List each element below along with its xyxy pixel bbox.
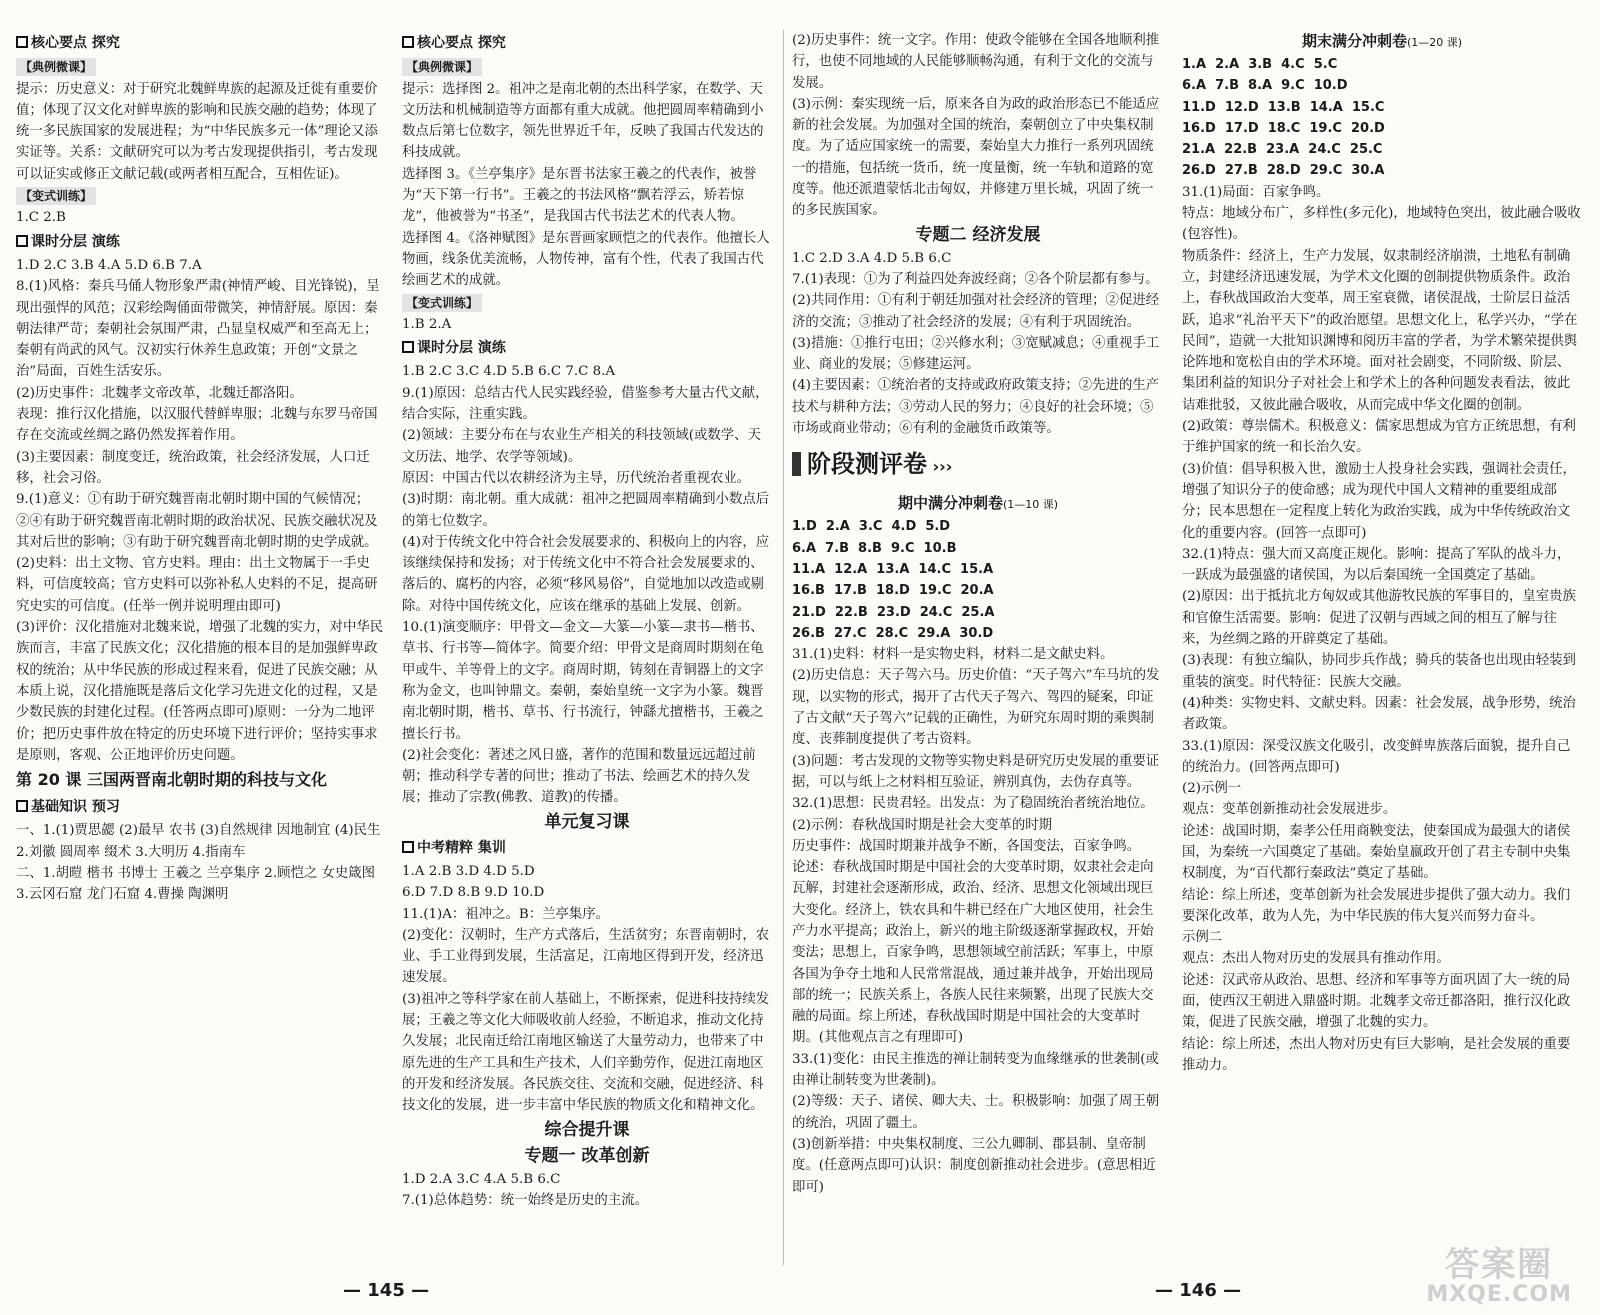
subsection-tag: 【典例微课】 [402,58,482,76]
answer-text: 9.(1)原因：总结古代人民实践经验，借鉴参考大量古代文献，结合实际，注重实践。 [402,385,769,423]
answer-text: 32.(1)特点：强大而又高度正规化。影响：提高了军队的战斗力，一跃成为最强盛的诸侯国，为以后秦国统一全国奠定了基础。 [1182,546,1571,584]
exam-range: (1—10 课) [1002,498,1059,512]
answer-text: (3)价值：倡导积极入世，激励士人投身社会实践，强调社会责任，增强了知识分子的使命感；成为现代中国人文精神的重要组成部分；民本思想在一定程度上转化为政治实践，成为中华传统政治文化的重要内容。(回答一点即可) [1182,461,1576,541]
subsection-tag: 【变式训练】 [402,294,482,312]
lesson-title: 第 20 课 三国两晋南北朝时期的科技与文化 [16,770,327,790]
watermark-url: MXQE.COM [1426,1282,1572,1307]
answer-text: 结论：综上所述，变革创新为社会发展进步提供了强大动力。我们要深化改革，敢为人先，为中华民族的伟大复兴而努力奋斗。 [1182,887,1571,924]
answer-row: 6.A 7.B 8.A 9.C 10.D [1182,78,1348,94]
answer-text: 特点：地域分布广，多样性(多元化)，地域特色突出，彼此融合吸收(包容性)。 [1182,206,1581,243]
answer-text: 32.(1)思想：民贵君轻。出发点：为了稳固统治者统治地位。 [792,796,1154,812]
exam-title [1182,30,1582,54]
answer-row: 16.D 17.D 18.C 19.C 20.D [1182,120,1385,136]
centered-heading: 单元复习课 [544,811,630,832]
answer-text: 物质条件：经济上，生产力发展，奴隶制经济崩溃，土地私有制确立，封建经济迅速发展，为学术文化圈的创制提供物质条件。政治上，春秋战国政治大变革，周王室衰微，诸侯混战，士阶层日益活跃，追求“礼治平天下”的政治愿望。思想文化上，私学兴办，“学在民间”，造就一大批知识渊博和阅历丰富的学者，为学术繁荣提供舆论阵地和宽松自由的学术环境。面对社会剧变，不同阶级、阶层、集团利益的知识分子对社会上和学术上的各种问题发表看法，彼此诘难批驳，又彼此融合吸收，从而完成中华文化圈的创制。 [1182,248,1578,413]
section-header [16,797,384,818]
answer-text: 历史事件：战国时期兼并战争不断，各国变法，百家争鸣。 [792,838,1141,854]
answer-text: 示例二 [1182,930,1223,946]
subsection-tag: 【典例微课】 [16,58,96,76]
answer-text: 1.D 2.C 3.B 4.A 5.D 6.B 7.A [16,257,202,273]
answer-text: 1.A 2.B 3.D 4.D 5.D [402,863,535,879]
subsection-tag: 【变式训练】 [16,187,96,205]
section-header-text: 基础知识 预习 [31,799,120,816]
section-header-text: 核心要点 探究 [31,35,120,51]
answer-text: (2)历史事件：北魏孝文帝改革，北魏迁都洛阳。 [16,385,303,401]
answer-row: 26.D 27.B 28.D 29.C 30.A [1182,163,1385,179]
answer-text: 33.(1)原因：深受汉族文化吸引，改变鲜卑族落后面貌，提升自己的统治力。(回答两点即可) [1182,738,1571,775]
answer-text: 论述：春秋战国时期是中国社会的大变革时期，奴隶社会走向瓦解，封建社会逐渐形成，政治、经济、思想文化领域出现巨大变化。经济上，铁农具和牛耕已经在广大地区使用，社会生产力水平提高；政治上，新兴的地主阶级逐渐掌握政权，开始变法；思想上，百家争鸣，思想领域空前活跃；军事上，中原各国为争夺土地和人民常常混战，通过兼并战争，开始出现局部的统一；民族关系上，各族人民往来频繁，出现了民族大交融的局面。综上所述，春秋战国时期是中国社会的大变革时期。(其他观点言之有理即可) [792,860,1154,1046]
section-header [402,838,772,859]
centered-heading: 专题一 改革创新 [524,1145,650,1166]
answer-text: (2)原因：出于抵抗北方匈奴或其他游牧民族的军事目的，皇室贵族和官僚生活需要。影响：促进了汉朝与西域之间的相互了解与往来，为丝绸之路的开辟奠定了基础。 [1182,589,1576,648]
answer-row: 1.D 2.A 3.C 4.D 5.D [792,519,951,535]
answer-text: (3)措施：①推行屯田；②兴修水利；③宽赋减息；④重视手工业、商业的发展；⑤修建运河。 [792,335,1160,373]
checkbox-icon [16,800,28,812]
answer-text: 8.(1)风格：秦兵马俑人物形象严肃(神情严峻、目光锋锐)，呈现出强悍的风范；汉彩绘陶俑面带微笑，神情舒展。原因：秦朝法律严苛；秦朝社会氛围严肃，凸显皇权威严和至高无上；秦朝有尚武的风气。汉初实行休养生息政策；开创“文景之治”局面，百姓生活安乐。 [16,279,380,380]
section-header-text: 课时分层 演练 [31,233,120,250]
stage-test-title: 阶段测评卷 [807,450,927,479]
answer-text: (2)示例一 [1182,781,1242,797]
answer-text: 一、1.(1)贾思勰 (2)最早 农书 (3)自然规律 因地制宜 (4)民生 2.刘徽 圆周率 缀术 3.大明历 4.指南车 [16,823,381,860]
answer-text: 9.(1)意义：①有助于研究魏晋南北朝时期中国的气候情况；②④有助于研究魏晋南北朝时期的政治状况、民族交融状况及其对后世的影响；③有助于研究魏晋南北朝时期的史学成就。 [16,492,378,550]
answer-text: (3)主要因素：制度变迁，统治政策，社会经济发展，人口迁移，社会习俗。 [16,449,370,486]
answer-text: 11.(1)A：祖冲之。B：兰亭集序。 [402,906,610,922]
answer-text: 33.(1)变化：由民主推选的禅让制转变为血缘继承的世袭制(或由禅让制转变为世袭制)。 [792,1051,1159,1089]
answer-text: 7.(1)表现：①为了利益四处奔波经商；②各个阶层都有参与。 [792,271,1159,287]
answer-text: (2)政策：尊崇儒术。积极意义：儒家思想成为官方正统思想，有利于维护国家的统一和长治久安。 [1182,419,1576,456]
answer-text: 1.D 2.A 3.C 4.A 5.B 6.C [402,1171,561,1187]
chevrons-icon: ››› [927,457,953,477]
column-3 [792,30,1164,1265]
answer-text: (3)创新举措：中央集权制度、三公九卿制、郡县制、皇帝制度。(任意两点即可)认识：制度创新推动社会进步。(意思相近即可) [792,1136,1156,1195]
checkbox-icon [402,841,414,853]
answer-text: 1.B 2.C 3.C 4.D 5.B 6.C 7.C 8.A [402,364,616,380]
stage-test-heading [792,445,1164,486]
answer-text: (2)社会变化：著述之风日盛，著作的范围和数量远远超过前朝；推动科学专著的问世；推动了书法、绘画艺术的持久发展；推动了宗教(佛教、道教)的传播。 [402,747,756,806]
exam-range: (1—20 课) [1406,36,1463,49]
exam-title-text: 期中满分冲刺卷 [897,494,1003,513]
section-header-text: 中考精粹 集训 [417,839,506,856]
answer-row: 1.A 2.A 3.B 4.C 5.C [1182,57,1338,72]
answer-text: 7.(1)总体趋势：统一始终是历史的主流。 [402,1192,648,1208]
watermark-text: 答案圈 [1445,1245,1554,1285]
watermark [1426,1247,1572,1307]
page-number-left: — 145 — [343,1280,430,1301]
answer-text: 结论：综上所述，杰出人物对历史有巨大影响，是社会发展的重要推动力。 [1182,1036,1571,1073]
answer-text: (2)历史事件：统一文字。作用：使政令能够在全国各地顺利推行，也使不同地域的人民能够顺畅沟通，有利于文化的交流与发展。 [792,33,1160,91]
answer-text: 10.(1)演变顺序：甲骨文—金文—大篆—小篆—隶书—楷书、草书、行书等—简体字。简要介绍：甲骨文是商周时期刻在龟甲或牛、羊等骨上的文字。商周时期，铸刻在青铜器上的文字称为金文，也叫钟鼎文。秦朝，秦始皇统一文字为小篆。魏晋南北朝时期，楷书、草书、行书流行，钟繇尤擅楷书，王羲之擅长行书。 [402,620,764,742]
answer-text: 提示：选择图 2。祖冲之是南北朝的杰出科学家，在数学、天文历法和机械制造等方面都有重大成就。他把圆周率精确到小数点后第七位数字，领先世界近千年，反映了我国古代发达的科技成就。 [402,81,764,161]
answer-text: 提示：历史意义：对于研究北魏鲜卑族的起源及迁徙有重要价值；体现了汉文化对鲜卑族的影响和民族交融的趋势；体现了统一多民族国家的发展进程；为“中华民族多元一体”理论又添实证等。关系：文献研究可以为考古发现提供指引，考古发现可以证实或修正文献记载(或两者相互配合，互相佐证)。 [16,81,378,182]
answer-text: (3)示例：秦实现统一后，原来各自为政的政治形态已不能适应新的社会发展。为加强对全国的统治，秦朝创立了中央集权制度。为了适应国家统一的需要，秦始皇大力推行一系列巩固统一的措施，包括统一货币，统一度量衡，统一车轨和道路的宽度等。他还派遣蒙恬北击匈奴，并修建万里长城，巩固了统一的多民族国家。 [792,96,1160,219]
answer-text: 表现：推行汉化措施，以汉服代替鲜卑服；北魏与东罗马帝国存在交流或丝绸之路仍然发挥着作用。 [16,407,378,444]
answer-row: 11.A 12.A 13.A 14.C 15.A [792,561,994,577]
checkbox-icon [16,235,28,247]
answer-text: (2)历史信息：天子驾六马。历史价值：“天子驾六”车马坑的发现，以实物的形式，揭开了古代天子驾六、驾四的疑案，印证了古文献“天子驾六”记载的正确性，为研究东周时期的乘舆制度、丧葬制度提供了考古资料。 [792,668,1160,748]
column-4 [1182,30,1582,1265]
section-header [402,33,772,54]
answer-text: (2)示例：春秋战国时期是社会大变革的时期 [792,817,1052,833]
answer-text: 论述：汉武帝从政治、思想、经济和军事等方面巩固了大一统的局面，使西汉王朝进入鼎盛时期。北魏孝文帝迁都洛阳，推行汉化政策，促进了民族交融，增强了北魏的实力。 [1182,972,1571,1031]
section-header [16,232,384,253]
answer-text: (3)祖冲之等科学家在前人基础上，不断探索，促进科技持续发展；王羲之等文化大师吸收前人经验，不断追求，推动文化持久发展；北民南迁给江南地区输送了大量劳动力，也带来了中原先进的生产工具和生产技术，人们辛勤劳作，促进江南地区的开发和经济发展。各民族交往、交流和交融，促进经济、科技文化的发展，进一步丰富中华民族的物质文化和精神文化。 [402,991,770,1114]
answer-text: 1.C 2.D 3.A 4.D 5.B 6.C [792,250,952,266]
page-gutter [783,30,784,1265]
checkbox-icon [402,36,414,48]
answer-text: (3)问题：考古发现的文物等实物史料是研究历史发展的重要证据，可以与纸上之材料相互验证，辨别真伪，去伪存真等。 [792,753,1160,790]
answer-text: (4)对于传统文化中符合社会发展要求的、积极向上的内容，应该继续保持和发扬；对于传统文化中不符合社会发展要求的、落后的、腐朽的内容，必须“移风易俗”，自觉地加以改造或剔除。对待中国传统文化，应该在继承的基础上发展、创新。 [402,534,770,614]
centered-heading: 专题二 经济发展 [915,224,1041,245]
section-header-text: 课时分层 演练 [417,340,506,357]
answer-row: 6.A 7.B 8.B 9.C 10.B [792,540,957,556]
answer-text: 选择图 4。《洛神赋图》是东晋画家顾恺之的代表作。他擅长人物画，线条优美流畅，人物传神，富有个性，代表了我国古代绘画艺术的成就。 [402,230,770,289]
answer-row: 11.D 12.D 13.B 14.A 15.C [1182,99,1385,115]
answer-text: 31.(1)局面：百家争鸣。 [1182,184,1330,200]
answer-text: 观点：杰出人物对历史的发展具有推动作用。 [1182,951,1450,967]
checkbox-icon [16,36,28,48]
answer-text: 论述：战国时期，秦孝公任用商鞅变法，使秦国成为最强大的诸侯国，为秦统一六国奠定了基础。秦始皇嬴政开创了君主专制中央集权制度，为“百代都行秦政法”奠定了基础。 [1182,823,1571,882]
answer-text: 1.B 2.A [402,316,452,332]
answer-row: 26.B 27.C 28.C 29.A 30.D [792,625,994,641]
answer-text: (3)时期：南北朝。重大成就：祖冲之把圆周率精确到小数点后的第七位数字。 [402,492,770,529]
centered-heading: 综合提升课 [544,1119,630,1140]
checkbox-icon [402,341,414,353]
section-header-text: 核心要点 探究 [417,35,506,51]
answer-text: (2)等级：天子、诸侯、卿大夫、士。积极影响：加强了周王朝的统治，巩固了疆土。 [792,1094,1160,1131]
answer-text: (2)共同作用：①有利于朝廷加强对社会经济的管理；②促进经济的交流；③推动了社会经济的发展；④有利于巩固统治。 [792,293,1160,330]
answer-row: 21.A 22.B 23.A 24.C 25.C [1182,142,1383,158]
column-2 [402,30,772,1265]
exam-title-text: 期末满分冲刺卷 [1301,32,1407,50]
section-header [402,338,772,359]
page-number-right: — 146 — [1155,1280,1242,1301]
answer-text: (3)评价：汉化措施对北魏来说，增强了北魏的实力，对中华民族而言，丰富了民族文化；汉化措施的根本目的是加强鲜卑政权的统治；从中华民族的形成过程来看，促进了民族交融；从本质上说，汉化措施既是落后文化学习先进文化的过程，又是少数民族的封建化过程。(任答两点即可)原则：一分为二地评价；把历史事件放在特定的历史环境下进行评价；坚持实事求是原则，客观、公正地评价历史问题。 [16,620,384,763]
answer-text: 31.(1)史料：材料一是实物史料，材料二是文献史料。 [792,647,1114,663]
answer-text: 二、1.胡暟 楷书 书博士 王羲之 兰亭集序 2.顾恺之 女史箴图 3.云冈石窟 龙门石窟 4.曹操 陶渊明 [16,865,376,903]
answer-text: 原因：中国古代以农耕经济为主导，历代统治者重视农业。 [402,470,751,486]
answer-text: (4)主要因素：①统治者的支持或政府政策支持；②先进的生产技术与耕种方法；③劳动人民的努力；④良好的社会环境；⑤市场或商业带动；⑥有利的金融货币政策等。 [792,378,1160,437]
answer-text: 观点：变革创新推动社会发展进步。 [1182,802,1397,818]
heading-bar-icon [792,452,801,476]
answer-text: 选择图 3。《兰亭集序》是东晋书法家王羲之的代表作，被誉为“天下第一行书”。王羲之的书法风格“飘若浮云，矫若惊龙”，他被誉为“书圣”，是我国古代书法艺术的代表人物。 [402,166,757,225]
answer-row: 21.D 22.B 23.D 24.C 25.A [792,604,995,620]
answer-text: (2)领域：主要分布在与农业生产相关的科技领域(或数学、天文历法、地学、农学等领域)。 [402,428,761,465]
exam-title [792,492,1164,516]
answer-text: (2)史料：出土文物、官方史料。理由：出土文物属于一手史料，可信度较高；官方史料可以弥补私人史料的不足，提高研究史实的可信度。(任举一例并说明理由即可) [16,556,378,614]
answer-row: 16.B 17.B 18.D 19.C 20.A [792,583,994,599]
answer-text: (4)种类：实物史料、文献史料。因素：社会发展，战争形势，统治者政策。 [1182,695,1576,733]
answer-text: (2)变化：汉朝时，生产方式落后，生活贫穷；东晋南朝时，农业、手工业得到发展，生活富足，江南地区得到开发，经济迅速发展。 [402,927,770,986]
answer-text: (3)表现：有独立编队，协同步兵作战；骑兵的装备也出现由轻装到重装的演变。时代特征：民族大交融。 [1182,653,1576,690]
column-1 [16,30,384,1265]
answer-text: 1.C 2.B [16,210,66,226]
answer-text: 6.D 7.D 8.B 9.D 10.D [402,885,545,901]
section-header [16,33,384,54]
